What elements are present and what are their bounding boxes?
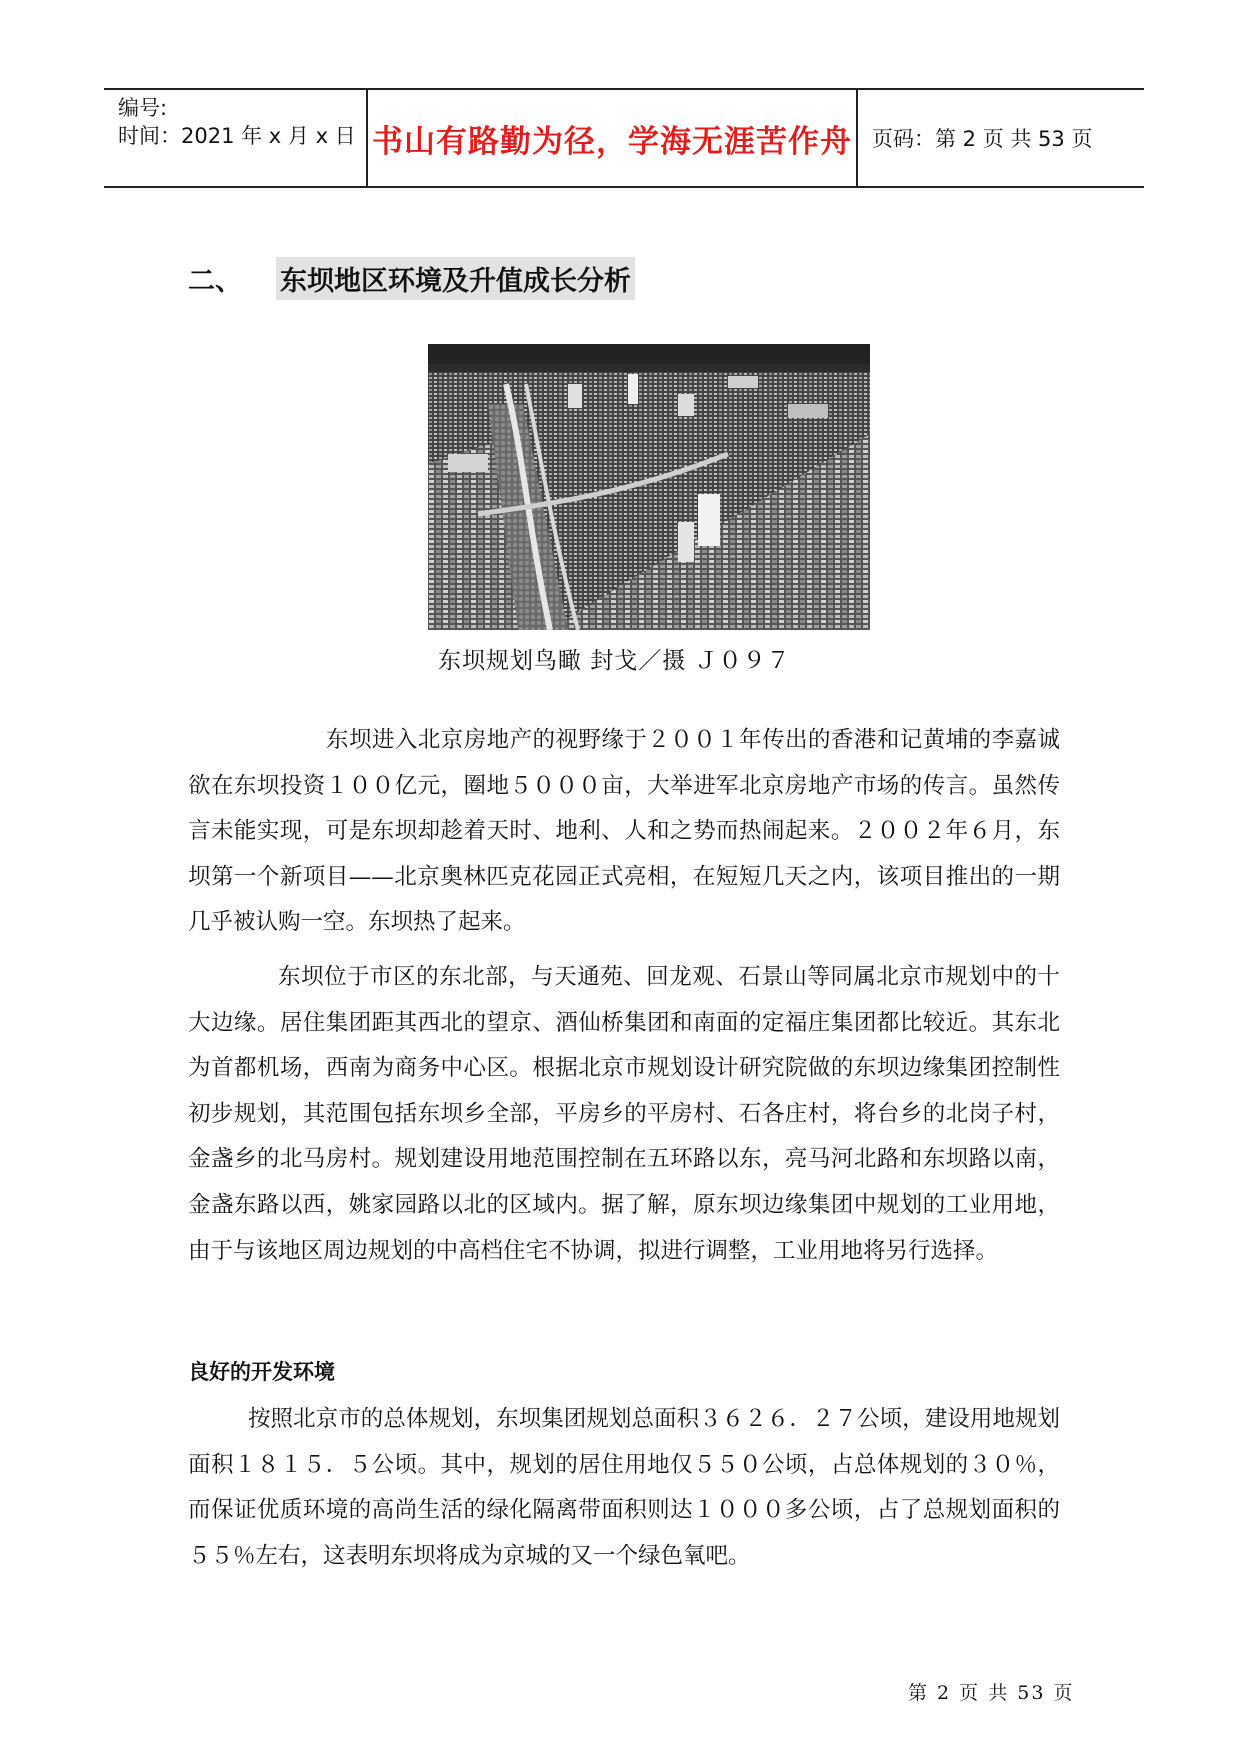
header-motto: 书山有路勤为径，学海无涯苦作舟 xyxy=(372,123,852,160)
figure-caption: 东坝规划鸟瞰 封戈／摄 Ｊ０９７ xyxy=(438,648,791,674)
header-meta xyxy=(104,90,368,186)
document-number-label: 编号: xyxy=(118,96,168,120)
subsection-heading: 良好的开发环境 xyxy=(188,1360,335,1384)
document-time: 时间：2021 年 x 月 x 日 xyxy=(118,124,356,148)
body-paragraph-1: 东坝进入北京房地产的视野缘于２００１年传出的香港和记黄埔的李嘉诚欲在东坝投资１００亿元，圈地５０００亩，大举进军北京房地产市场的传言。虽然传言未能实现，可是东坝却趁着天时、地利、人和之势而热闹起来。２００２年６月，东坝第一个新项目——北京奥林匹克花园正式亮相，在短短几天之内，该项目推出的一期几乎被认购一空。东坝热了起来。 xyxy=(188,727,1060,936)
header-page-code: 页码：第 2 页 共 53 页 xyxy=(872,127,1093,151)
header-page-code-cell xyxy=(858,90,1144,186)
body-paragraph-2: 东坝位于市区的东北部，与天通苑、回龙观、石景山等同属北京市规划中的十大边缘。居住集团距其西北的望京、酒仙桥集团和南面的定福庄集团都比较近。其东北为首都机场，西南为商务中心区。根据北京市规划设计研究院做的东坝边缘集团控制性初步规划，其范围包括东坝乡全部，平房乡的平房村、石各庄村，将台乡的北岗子村，金盏乡的北马房村。规划建设用地范围控制在五环路以东，亮马河北路和东坝路以南，金盏东路以西，姚家园路以北的区域内。据了解，原东坝边缘集团中规划的工业用地，由于与该地区周边规划的中高档住宅不协调，拟进行调整，工业用地将另行选择。 xyxy=(188,964,1060,1264)
body-paragraph-3: 按照北京市的总体规划，东坝集团规划总面积３６２６．２７公顷，建设用地规划面积１８１５．５公顷。其中，规划的居住用地仅５５０公顷，占总体规划的３０％，而保证优质环境的高尚生活的绿化隔离带面积则达１０００多公顷，占了总规划面积的５５％左右，这表明东坝将成为京城的又一个绿色氧吧。 xyxy=(188,1406,1060,1569)
header-motto-cell xyxy=(368,90,858,186)
page-footer: 第 2 页 共 53 页 xyxy=(908,1682,1075,1704)
page-header xyxy=(104,88,1144,188)
aerial-city-model-image xyxy=(428,344,870,630)
aerial-planning-photo xyxy=(428,344,870,630)
section-number: 二、 xyxy=(188,265,242,297)
section-heading xyxy=(188,256,635,300)
section-title: 东坝地区环境及升值成长分析 xyxy=(276,257,635,300)
